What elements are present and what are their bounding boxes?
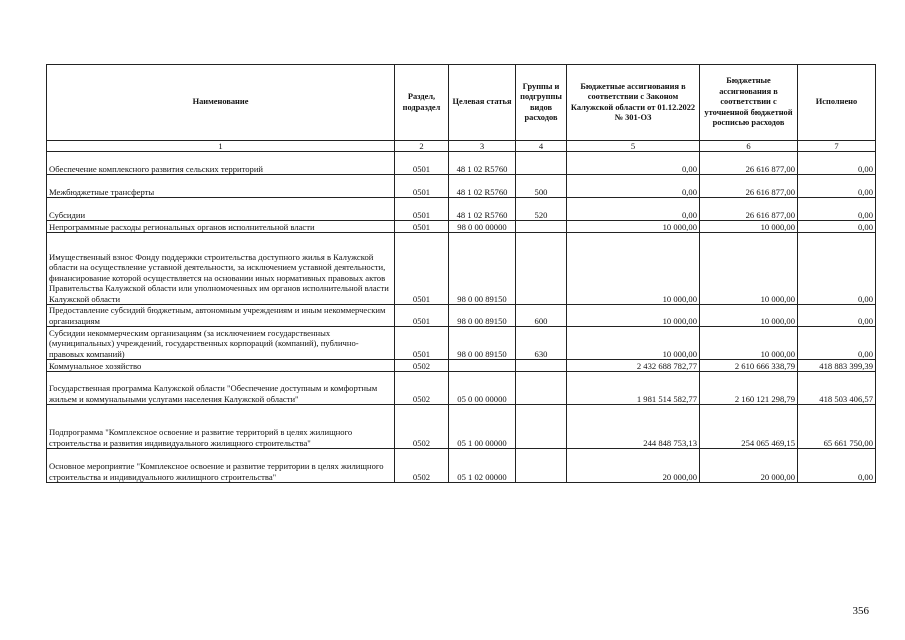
header-refined-allocation: Бюджетные ассигнования в соответствии с уточненной бюджетной росписью расходов — [700, 65, 798, 141]
cell-group — [516, 405, 567, 449]
budget-table — [46, 64, 876, 483]
cell-refined: 26 616 877,00 — [700, 175, 798, 198]
cell-section: 0502 — [395, 449, 449, 483]
table-header-row — [47, 65, 876, 141]
cell-executed: 0,00 — [798, 152, 876, 175]
cell-refined: 10 000,00 — [700, 327, 798, 360]
cell-section: 0501 — [395, 305, 449, 327]
table-row — [47, 327, 876, 360]
cell-group: 600 — [516, 305, 567, 327]
cell-name: Государственная программа Калужской области "Обеспечение доступным и комфортным жильем и коммунальными услугами населения Калужской области" — [47, 372, 395, 405]
page-number: 356 — [852, 605, 869, 617]
cell-refined: 10 000,00 — [700, 233, 798, 305]
cell-name: Коммунальное хозяйство — [47, 360, 395, 372]
cell-law: 10 000,00 — [567, 221, 700, 233]
cell-law: 20 000,00 — [567, 449, 700, 483]
header-target: Целевая статья — [449, 65, 516, 141]
cell-executed: 0,00 — [798, 233, 876, 305]
header-executed: Исполнено — [798, 65, 876, 141]
cell-group — [516, 233, 567, 305]
cell-executed: 0,00 — [798, 327, 876, 360]
cell-law: 0,00 — [567, 198, 700, 221]
cell-refined: 10 000,00 — [700, 305, 798, 327]
header-groups: Группы и подгруппы видов расходов — [516, 65, 567, 141]
table-row — [47, 360, 876, 372]
table-row — [47, 198, 876, 221]
col-number: 4 — [516, 141, 567, 152]
cell-group — [516, 372, 567, 405]
cell-section: 0501 — [395, 327, 449, 360]
cell-executed: 418 503 406,57 — [798, 372, 876, 405]
cell-refined: 2 610 666 338,79 — [700, 360, 798, 372]
cell-target: 98 0 00 89150 — [449, 233, 516, 305]
cell-name: Субсидии — [47, 198, 395, 221]
cell-law: 10 000,00 — [567, 327, 700, 360]
cell-executed: 65 661 750,00 — [798, 405, 876, 449]
header-section: Раздел, подраздел — [395, 65, 449, 141]
cell-target: 05 1 02 00000 — [449, 449, 516, 483]
cell-group: 500 — [516, 175, 567, 198]
cell-target: 98 0 00 89150 — [449, 327, 516, 360]
cell-refined: 254 065 469,15 — [700, 405, 798, 449]
cell-target: 48 1 02 R5760 — [449, 198, 516, 221]
cell-refined: 20 000,00 — [700, 449, 798, 483]
cell-executed: 0,00 — [798, 221, 876, 233]
cell-law: 244 848 753,13 — [567, 405, 700, 449]
cell-law: 1 981 514 582,77 — [567, 372, 700, 405]
cell-law: 0,00 — [567, 175, 700, 198]
cell-target: 98 0 00 89150 — [449, 305, 516, 327]
cell-section: 0501 — [395, 221, 449, 233]
table-row — [47, 152, 876, 175]
cell-name: Межбюджетные трансферты — [47, 175, 395, 198]
cell-name: Имущественный взнос Фонду поддержки строительства доступного жилья в Калужской области на осуществление уставной деятельности, за исключением уставной деятельности, финансирование которой осуществляется на основании иных нормативных правовых актов Правительства Калужской области или уполномоченных им органов исполнительной власти Калужской области — [47, 233, 395, 305]
cell-law: 2 432 688 782,77 — [567, 360, 700, 372]
cell-group — [516, 360, 567, 372]
cell-executed: 418 883 399,39 — [798, 360, 876, 372]
cell-name: Непрограммные расходы региональных органов исполнительной власти — [47, 221, 395, 233]
col-number: 1 — [47, 141, 395, 152]
cell-target: 48 1 02 R5760 — [449, 175, 516, 198]
cell-section: 0502 — [395, 405, 449, 449]
cell-target: 05 1 00 00000 — [449, 405, 516, 449]
header-law-allocation: Бюджетные ассигнования в соответствии с Законом Калужской области от 01.12.2022 № 301-ОЗ — [567, 65, 700, 141]
cell-refined: 26 616 877,00 — [700, 152, 798, 175]
col-number: 7 — [798, 141, 876, 152]
cell-refined: 10 000,00 — [700, 221, 798, 233]
table-row — [47, 233, 876, 305]
cell-target: 05 0 00 00000 — [449, 372, 516, 405]
column-number-row — [47, 141, 876, 152]
cell-target: 48 1 02 R5760 — [449, 152, 516, 175]
col-number: 3 — [449, 141, 516, 152]
cell-section: 0501 — [395, 175, 449, 198]
cell-refined: 26 616 877,00 — [700, 198, 798, 221]
cell-group: 630 — [516, 327, 567, 360]
cell-refined: 2 160 121 298,79 — [700, 372, 798, 405]
table-row — [47, 449, 876, 483]
cell-target: 98 0 00 00000 — [449, 221, 516, 233]
cell-section: 0502 — [395, 360, 449, 372]
cell-section: 0501 — [395, 233, 449, 305]
cell-executed: 0,00 — [798, 175, 876, 198]
cell-name: Предоставление субсидий бюджетным, автономным учреждениям и иным некоммерческим организациям — [47, 305, 395, 327]
cell-section: 0501 — [395, 152, 449, 175]
cell-executed: 0,00 — [798, 305, 876, 327]
cell-group — [516, 449, 567, 483]
cell-group: 520 — [516, 198, 567, 221]
cell-name: Подпрограмма "Комплексное освоение и развитие территорий в целях жилищного строительства и развития индивидуального жилищного строительства" — [47, 405, 395, 449]
cell-section: 0502 — [395, 372, 449, 405]
cell-group — [516, 152, 567, 175]
table-row — [47, 405, 876, 449]
cell-target — [449, 360, 516, 372]
cell-group — [516, 221, 567, 233]
table-row — [47, 221, 876, 233]
cell-law: 10 000,00 — [567, 233, 700, 305]
col-number: 5 — [567, 141, 700, 152]
table-row — [47, 372, 876, 405]
cell-section: 0501 — [395, 198, 449, 221]
cell-law: 10 000,00 — [567, 305, 700, 327]
cell-name: Обеспечение комплексного развития сельских территорий — [47, 152, 395, 175]
cell-name: Субсидии некоммерческим организациям (за исключением государственных (муниципальных) учреждений, государственных корпораций (компаний), публично-правовых компаний) — [47, 327, 395, 360]
col-number: 2 — [395, 141, 449, 152]
header-name: Наименование — [47, 65, 395, 141]
cell-executed: 0,00 — [798, 198, 876, 221]
cell-executed: 0,00 — [798, 449, 876, 483]
table-row — [47, 305, 876, 327]
cell-law: 0,00 — [567, 152, 700, 175]
col-number: 6 — [700, 141, 798, 152]
cell-name: Основное мероприятие "Комплексное освоение и развитие территории в целях жилищного строительства и индивидуального жилищного строительства" — [47, 449, 395, 483]
table-row — [47, 175, 876, 198]
